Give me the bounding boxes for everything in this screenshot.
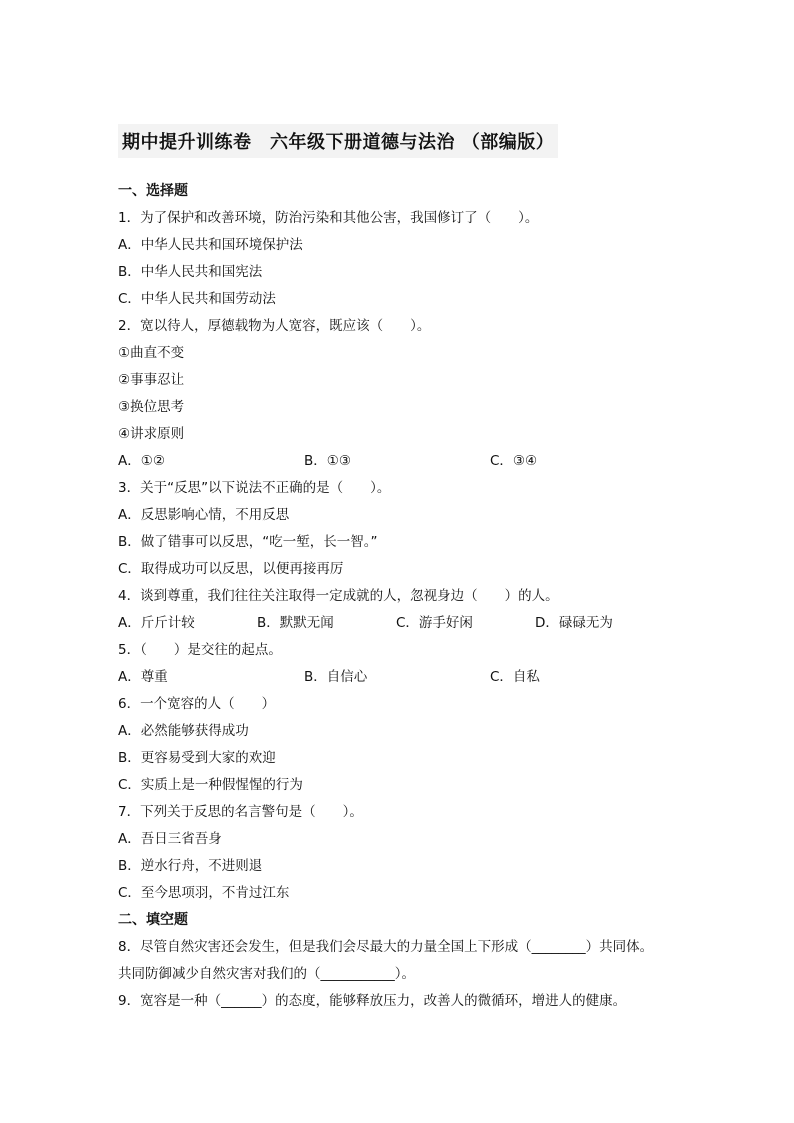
question-6-stem: 6．一个宽容的人（ ） (118, 696, 276, 712)
question-2-item-2: ②事事忍让 (118, 372, 185, 388)
page-title: 期中提升训练卷 六年级下册道德与法治 （部编版） (118, 124, 558, 158)
question-2-item-3: ③换位思考 (118, 399, 185, 415)
question-1-stem: 1．为了保护和改善环境，防治污染和其他公害，我国修订了（ ）。 (118, 210, 539, 226)
question-1-option-b: B．中华人民共和国宪法 (118, 264, 263, 280)
question-3-option-b: B．做了错事可以反思，“吃一堑，长一智。” (118, 534, 378, 550)
question-5-option-c: C．自私 (490, 669, 540, 685)
question-5-option-a: A．尊重 (118, 669, 168, 685)
question-2-option-a: A．①② (118, 453, 165, 469)
question-6-option-a: A．必然能够获得成功 (118, 723, 249, 739)
question-3-option-a: A．反思影响心情，不用反思 (118, 507, 290, 523)
question-3-stem: 3．关于“反思”以下说法不正确的是（ ）。 (118, 480, 391, 496)
question-1-option-a: A．中华人民共和国环境保护法 (118, 237, 303, 253)
question-4-option-c: C．游手好闲 (396, 615, 473, 631)
question-4-option-b: B．默默无闻 (257, 615, 334, 631)
question-9-stem: 9．宽容是一种（______）的态度，能够释放压力，改善人的微循环，增进人的健康。 (118, 993, 627, 1009)
question-6-option-b: B．更容易受到大家的欢迎 (118, 750, 276, 766)
question-4-option-a: A．斤斤计较 (118, 615, 195, 631)
question-8-line-2: 共同防御减少自然灾害对我们的（___________）。 (118, 966, 415, 982)
question-8-line-1: 8．尽管自然灾害还会发生，但是我们会尽最大的力量全国上下形成（________）共同体。 (118, 939, 654, 955)
question-2-options (118, 448, 718, 475)
question-2-item-1: ①曲直不变 (118, 345, 185, 361)
question-2-stem: 2．宽以待人，厚德载物为人宽容，既应该（ ）。 (118, 318, 431, 334)
question-4-stem: 4．谈到尊重，我们往往关注取得一定成就的人，忽视身边（ ）的人。 (118, 588, 559, 604)
question-2-item-4: ④讲求原则 (118, 426, 185, 442)
question-7-option-b: B．逆水行舟，不进则退 (118, 858, 263, 874)
question-5-option-b: B．自信心 (304, 669, 368, 685)
question-2-option-c: C．③④ (490, 453, 538, 469)
question-7-option-c: C．至今思项羽，不肯过江东 (118, 885, 290, 901)
question-4-option-d: D．碌碌无为 (535, 615, 613, 631)
question-7-option-a: A．吾日三省吾身 (118, 831, 222, 847)
question-5-options (118, 664, 718, 691)
question-4-options (118, 610, 718, 637)
section-heading-fill-blank: 二、填空题 (118, 912, 188, 928)
question-7-stem: 7．下列关于反思的名言警句是（ ）。 (118, 804, 363, 820)
question-list (118, 178, 718, 1015)
question-1-option-c: C．中华人民共和国劳动法 (118, 291, 276, 307)
section-heading-choice: 一、选择题 (118, 183, 188, 199)
question-3-option-c: C．取得成功可以反思，以便再接再厉 (118, 561, 344, 577)
question-5-stem: 5．（ ）是交往的起点。 (118, 642, 282, 658)
question-6-option-c: C．实质上是一种假惺惺的行为 (118, 777, 303, 793)
question-2-option-b: B．①③ (304, 453, 351, 469)
